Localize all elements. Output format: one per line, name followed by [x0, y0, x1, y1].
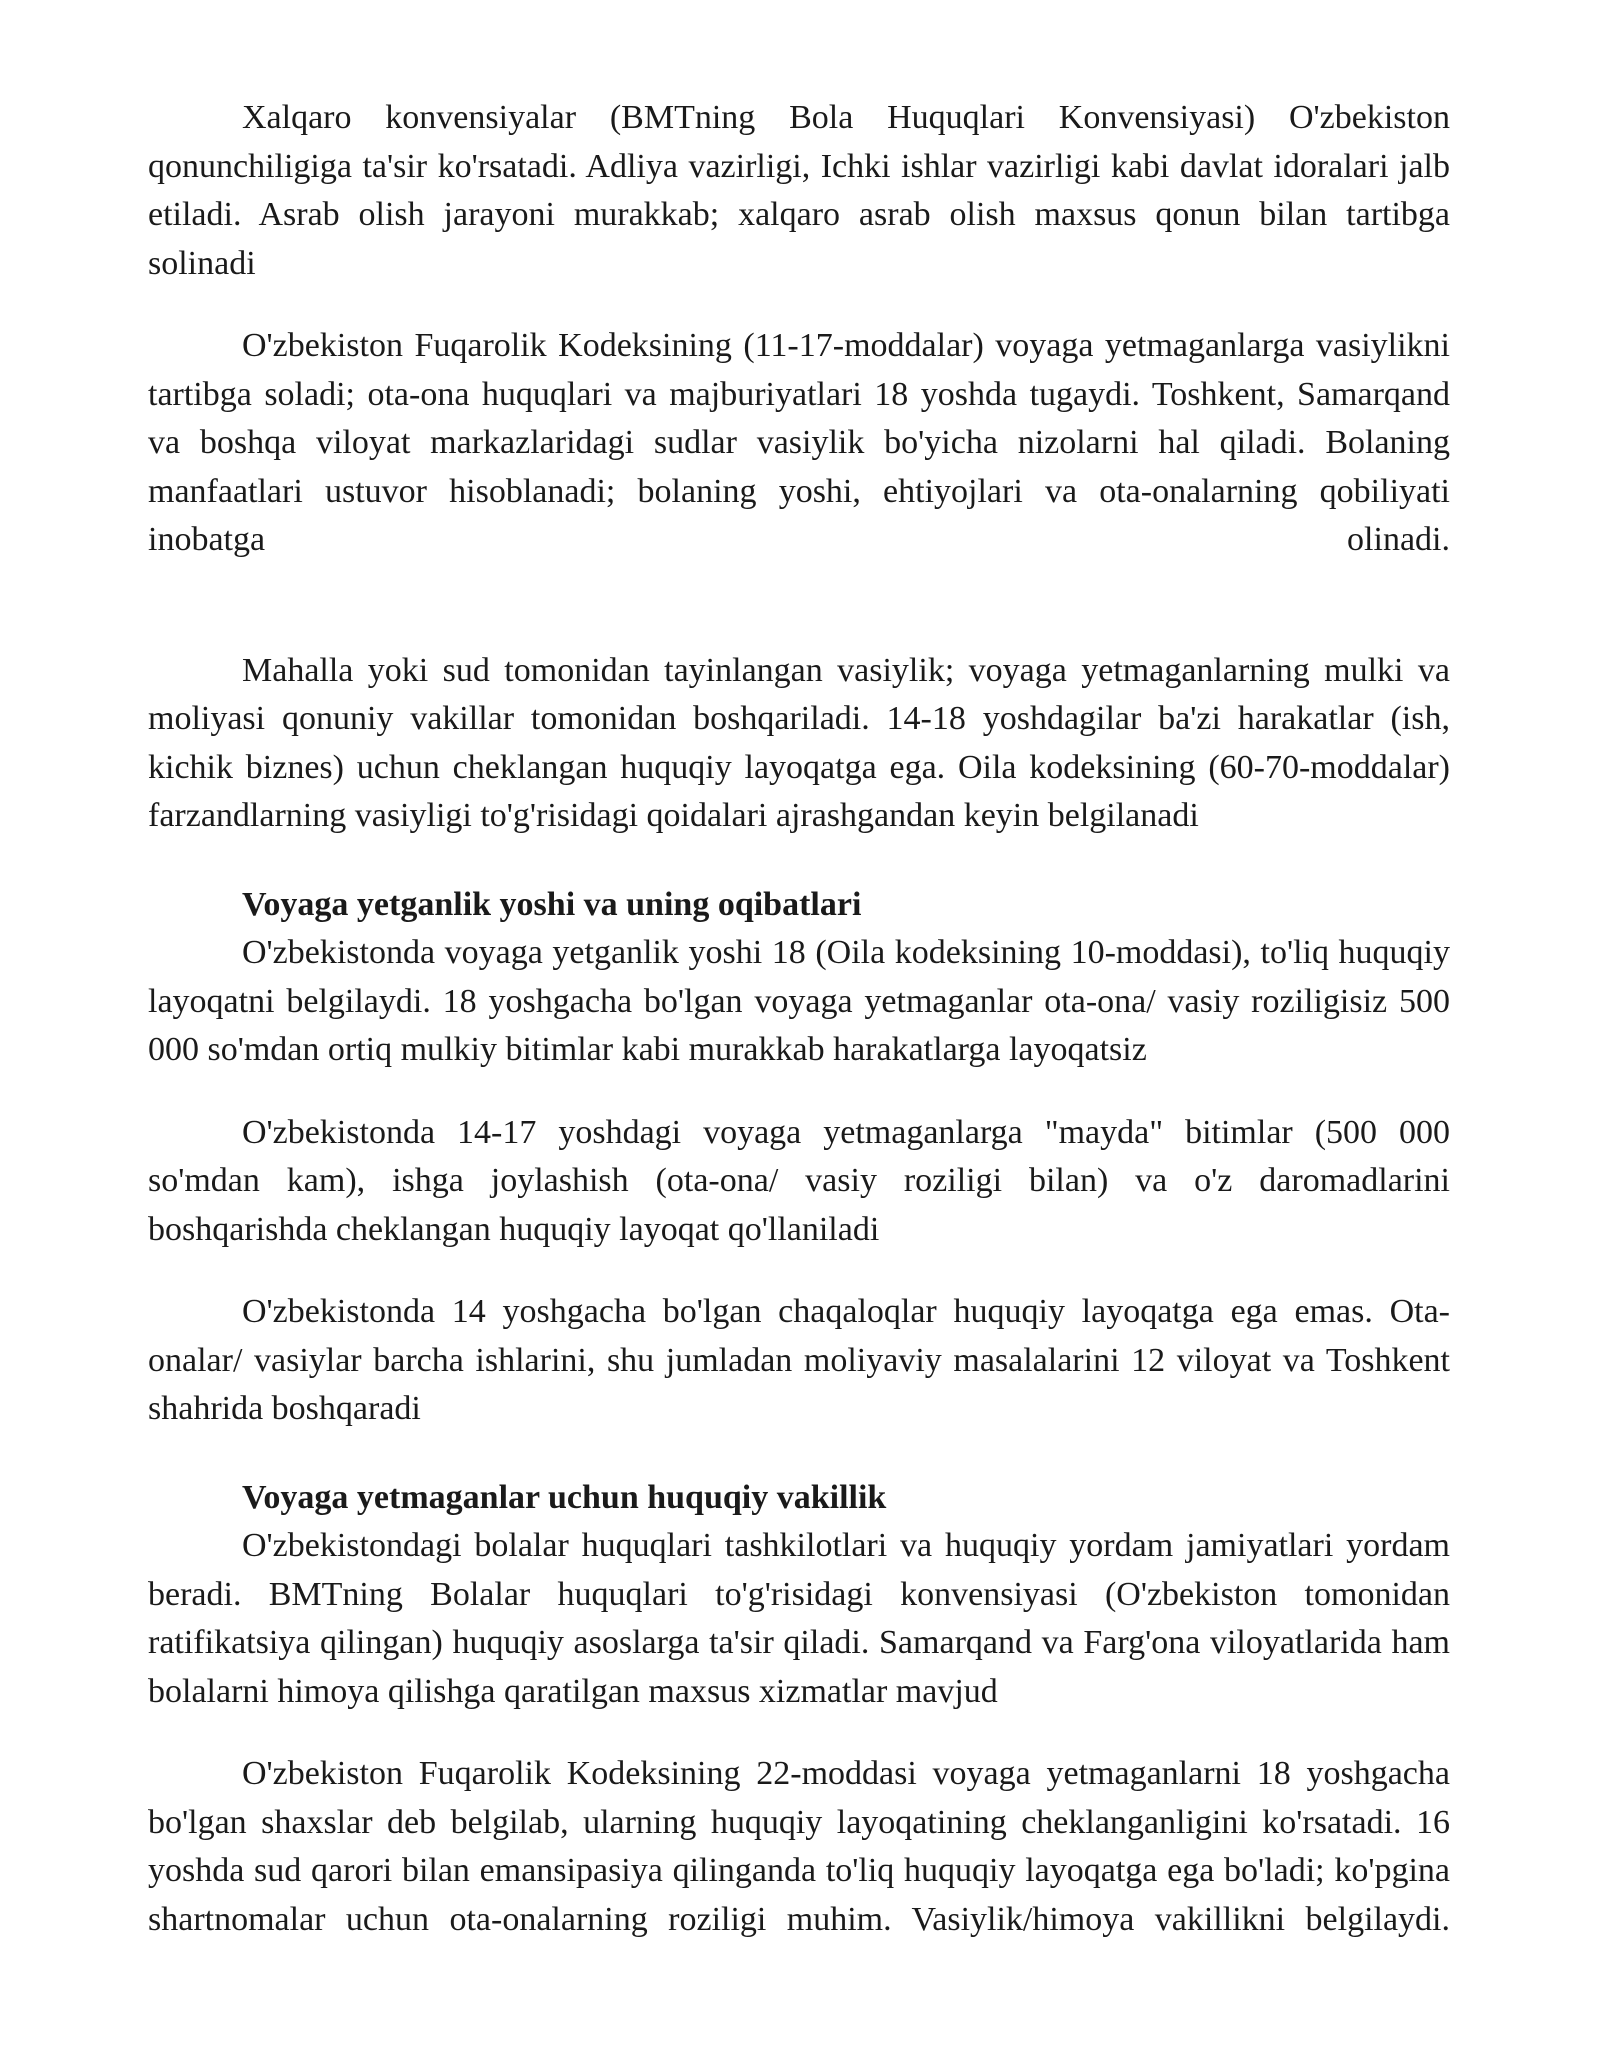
paragraph-international-conventions: Xalqaro konvensiyalar (BMTning Bola Huquqlari Konvensiyasi) O'zbekiston qonunchiligiga ta'sir ko'rsatadi. Adliya vazirligi, Ichki ishlar vazirligi kabi davlat idoralari jalb etiladi. Asrab olish jarayoni murakkab; xalqaro asrab olish maxsus qonun bilan tartibga solinadi	[148, 99, 1450, 282]
paragraph-gap	[148, 1254, 1450, 1288]
paragraph-gap	[148, 1075, 1450, 1109]
paragraph-article-22-minors: O'zbekiston Fuqarolik Kodeksining 22-moddasi voyaga yetmaganlarni 18 yoshgacha bo'lgan shaxslar deb belgilab, ularning huquqiy layoqatining cheklanganligini ko'rsatadi. 16 yoshda sud qarori bilan emansipasiya qilinganda to'liq huquqiy layoqatga ega bo'ladi; ko'pgina shartnomalar uchun ota-onalarning roziligi muhim. Vasiylik/himoya vakillikni belgilaydi.	[148, 1755, 1450, 1938]
paragraph-under-14-capacity: O'zbekistonda 14 yoshgacha bo'lgan chaqaloqlar huquqiy layoqatga ega emas. Ota-onalar/ vasiylar barcha ishlarini, shu jumladan moliyaviy masalalarini 12 viloyat va Toshkent shahrida boshqaradi	[148, 1293, 1450, 1427]
paragraph-gap	[148, 1434, 1450, 1474]
section-heading-age-of-majority: Voyaga yetganlik yoshi va uning oqibatlari	[242, 885, 862, 923]
section-heading-legal-representation: Voyaga yetmaganlar uchun huquqiy vakillik	[242, 1478, 887, 1516]
paragraph-gap	[148, 1716, 1450, 1750]
paragraph-gap	[148, 288, 1450, 322]
paragraph-gap	[148, 565, 1450, 647]
paragraph-mahalla-guardianship: Mahalla yoki sud tomonidan tayinlangan vasiylik; voyaga yetmaganlarning mulki va moliyasi qonuniy vakillar tomonidan boshqariladi. 14-18 yoshdagilar ba'zi harakatlar (ish, kichik biznes) uchun cheklangan huquqiy layoqatga ega. Oila kodeksining (60-70-moddalar) farzandlarning vasiyligi to'g'risidagi qoidalari ajrashgandan keyin belgilanadi	[148, 651, 1450, 834]
document-page	[148, 94, 1450, 1944]
paragraph-child-rights-organizations: O'zbekistondagi bolalar huquqlari tashkilotlari va huquqiy yordam jamiyatlari yordam beradi. BMTning Bolalar huquqlari to'g'risidagi konvensiyasi (O'zbekiston tomonidan ratifikatsiya qilingan) huquqiy asoslarga ta'sir qiladi. Samarqand va Farg'ona viloyatlarida ham bolalarni himoya qilishga qaratilgan maxsus xizmatlar mavjud	[148, 1527, 1450, 1710]
paragraph-civil-code-guardianship: O'zbekiston Fuqarolik Kodeksining (11-17-moddalar) voyaga yetmaganlarga vasiylikni tartibga soladi; ota-ona huquqlari va majburiyatlari 18 yoshda tugaydi. Toshkent, Samarqand va boshqa viloyat markazlaridagi sudlar vasiylik bo'yicha nizolarni hal qiladi. Bolaning manfaatlari ustuvor hisoblanadi; bolaning yoshi, ehtiyojlari va ota-onalarning qobiliyati inobatga olinadi.	[148, 327, 1450, 558]
paragraph-limited-capacity-14-17: O'zbekistonda 14-17 yoshdagi voyaga yetmaganlarga "mayda" bitimlar (500 000 so'mdan kam), ishga joylashish (ota-ona/ vasiy roziligi bilan) va o'z daromadlarini boshqarishda cheklangan huquqiy layoqat qo'llaniladi	[148, 1113, 1450, 1248]
paragraph-age-of-majority: O'zbekistonda voyaga yetganlik yoshi 18 (Oila kodeksining 10-moddasi), to'liq huquqiy layoqatni belgilaydi. 18 yoshgacha bo'lgan voyaga yetmaganlar ota-ona/ vasiy roziligisiz 500 000 so'mdan ortiq mulkiy bitimlar kabi murakkab harakatlarga layoqatsiz	[148, 934, 1450, 1068]
paragraph-gap	[148, 841, 1450, 881]
